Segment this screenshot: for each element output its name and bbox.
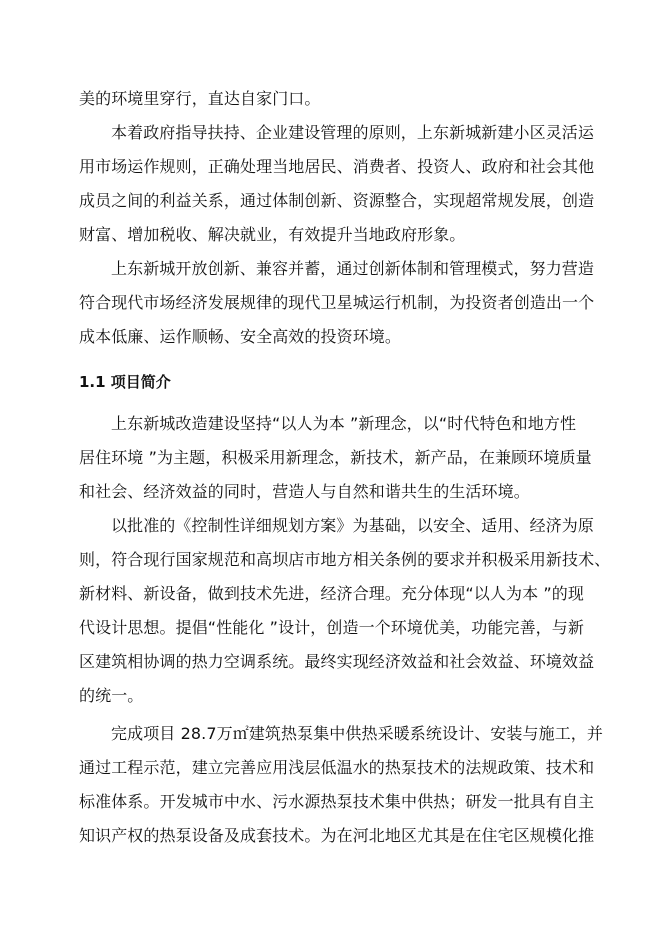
section-paragraph-2-line-4: 代设计思想。提倡“性能化 ”设计，创造一个环境优美，功能完善，与新 [79, 618, 584, 637]
section-paragraph-2-line-5: 区建筑相协调的热力空调系统。最终实现经济效益和社会效益、环境效益 [79, 652, 595, 671]
section-paragraph-3-line-2: 通过工程示范，建立完善应用浅层低温水的热泵技术的法规政策、技术和 [79, 758, 595, 777]
section-paragraph-2-line-3: 新材料、新设备，做到技术先进，经济合理。充分体现“以人为本 ”的现 [79, 584, 584, 603]
section-paragraph-2-line-2: 则，符合现行国家规范和高坝店市地方相关条例的要求并积极采用新技术、 [79, 550, 611, 569]
section-paragraph-3-line-4: 知识产权的热泵设备及成套技术。为在河北地区尤其是在住宅区规模化推 [79, 826, 595, 845]
paragraph-2-line-4: 财富、增加税收、解决就业，有效提升当地政府形象。 [79, 225, 466, 244]
paragraph-2-line-1: 本着政府指导扶持、企业建设管理的原则，上东新城新建小区灵活运 [111, 123, 595, 142]
section-paragraph-1-line-2: 居住环境 ”为主题，积极采用新理念，新技术，新产品，在兼顾环境质量 [79, 448, 592, 467]
section-paragraph-2-line-1: 以批准的《控制性详细规划方案》为基础，以安全、适用、经济为原 [111, 516, 595, 535]
section-paragraph-2-line-6: 的统一。 [79, 686, 144, 705]
section-paragraph-3-line-3: 标准体系。开发城市中水、污水源热泵技术集中供热；研发一批具有自主 [79, 792, 595, 811]
paragraph-1-line-1: 美的环境里穿行，直达自家门口。 [79, 89, 321, 108]
section-heading: 1.1 项目简介 [79, 373, 171, 391]
paragraph-2-line-2: 用市场运作规则，正确处理当地居民、消费者、投资人、政府和社会其他 [79, 157, 595, 176]
section-paragraph-3-line-1: 完成项目 28.7万㎡建筑热泵集中供热采暖系统设计、安装与施工，并 [111, 724, 604, 743]
section-paragraph-1-line-1: 上东新城改造建设坚持“以人为本 ”新理念，以“时代特色和地方性 [111, 414, 577, 433]
section-paragraph-1-line-3: 和社会、经济效益的同时，营造人与自然和谐共生的生活环境。 [79, 482, 530, 501]
paragraph-3-line-2: 符合现代市场经济发展规律的现代卫星城运行机制，为投资者创造出一个 [79, 293, 595, 312]
paragraph-3-line-3: 成本低廉、运作顺畅、安全高效的投资环境。 [79, 327, 402, 346]
paragraph-3-line-1: 上东新城开放创新、兼容并蓄，通过创新体制和管理模式，努力营造 [111, 259, 595, 278]
paragraph-2-line-3: 成员之间的利益关系，通过体制创新、资源整合，实现超常规发展，创造 [79, 191, 595, 210]
